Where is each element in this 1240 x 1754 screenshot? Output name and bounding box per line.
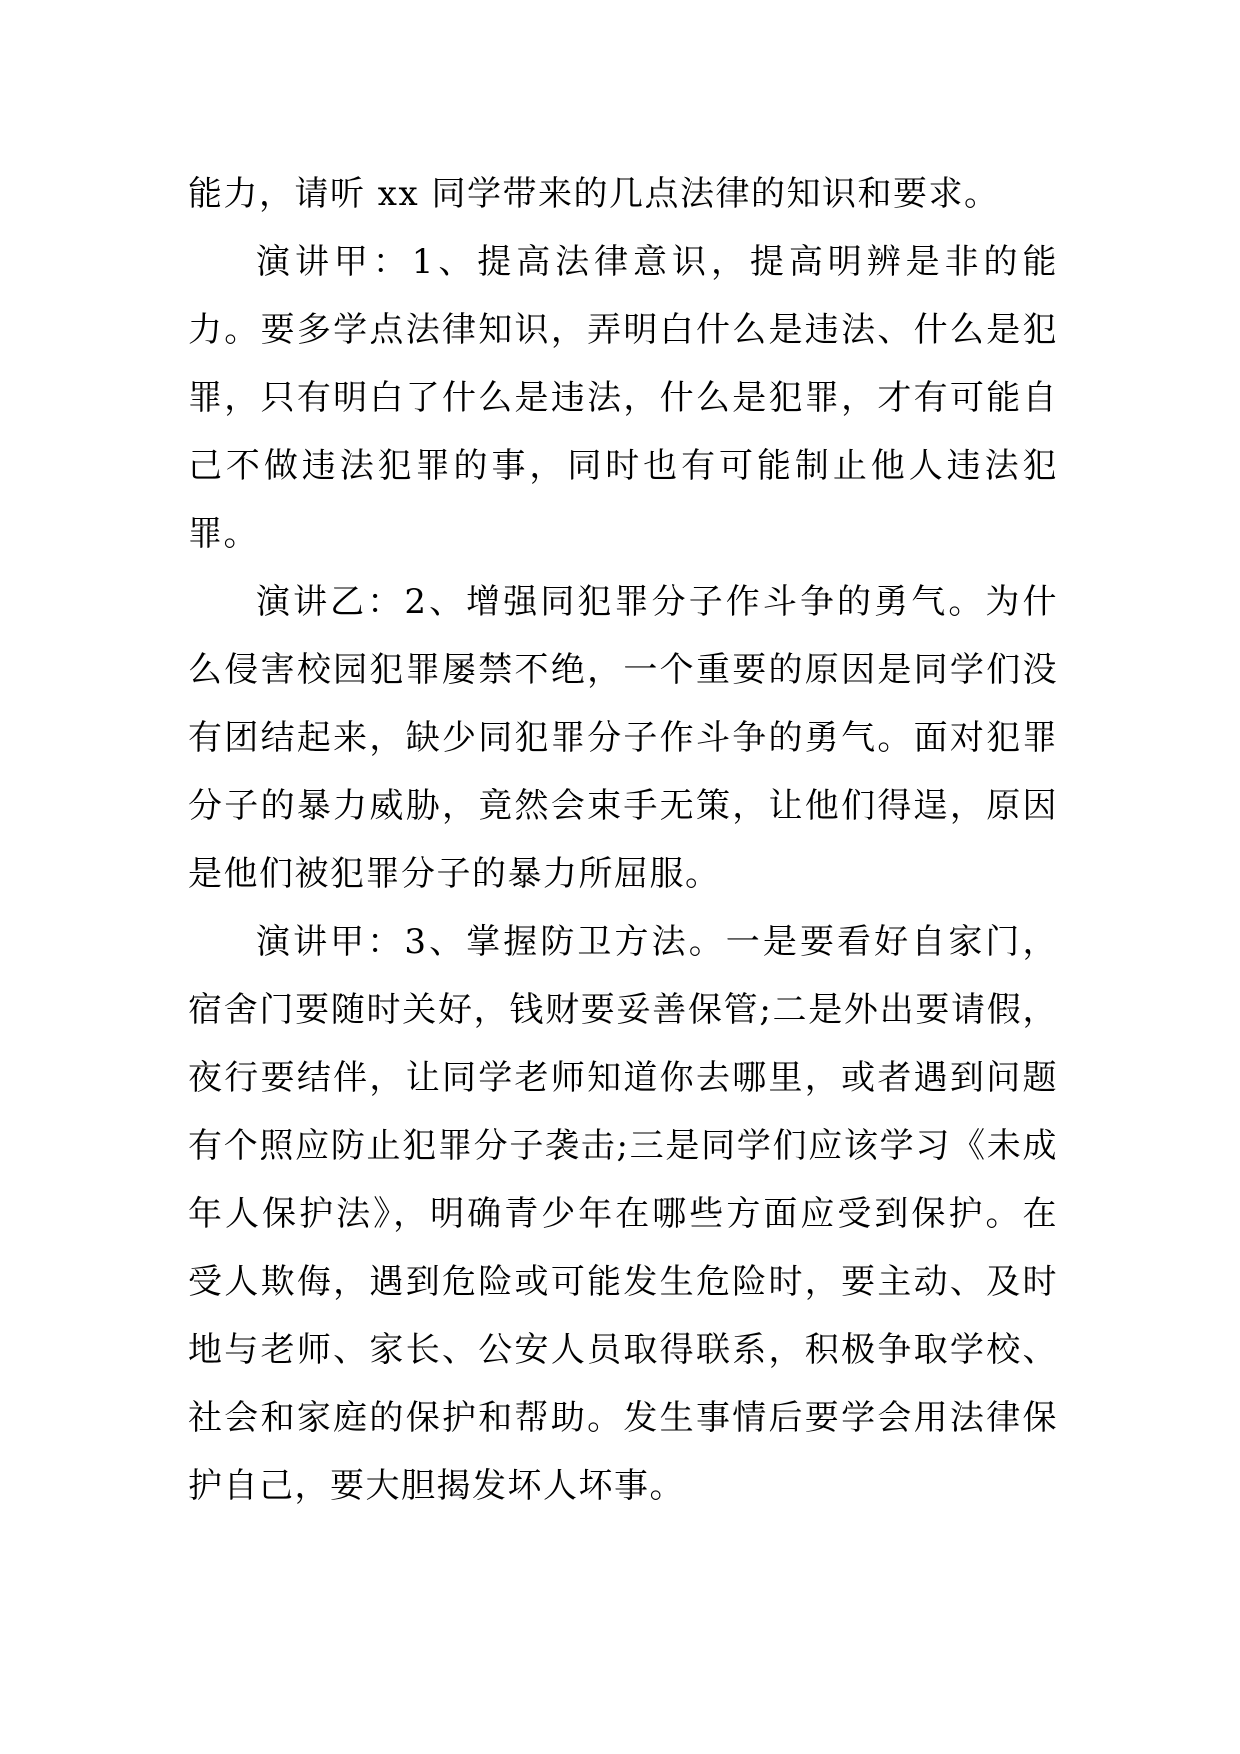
paragraph-speaker-a-point-3: 演讲甲：3、掌握防卫方法。一是要看好自家门，宿舍门要随时关好，钱财要妥善保管;二是外出要请假，夜行要结伴，让同学老师知道你去哪里，或者遇到问题有个照应防止犯罪分子袭击;三是同学们应该学习《未成年人保护法》，明确青少年在哪些方面应受到保护。在受人欺侮，遇到危险或可能发生危险时，要主动、及时地与老师、家长、公安人员取得联系，积极争取学校、社会和家庭的保护和帮助。发生事情后要学会用法律保护自己，要大胆揭发坏人坏事。 <box>188 922 1058 1506</box>
paragraph-continuation: 能力，请听 xx 同学带来的几点法律的知识和要求。 <box>188 174 1000 214</box>
paragraph-speaker-a-point-1: 演讲甲：1、提高法律意识，提高明辨是非的能力。要多学点法律知识，弄明白什么是违法、什么是犯罪，只有明白了什么是违法，什么是犯罪，才有可能自己不做违法犯罪的事，同时也有可能制止他人违法犯罪。 <box>188 242 1058 554</box>
paragraph-speaker-b-point-2: 演讲乙：2、增强同犯罪分子作斗争的勇气。为什么侵害校园犯罪屡禁不绝，一个重要的原因是同学们没有团结起来，缺少同犯罪分子作斗争的勇气。面对犯罪分子的暴力威胁，竟然会束手无策，让他们得逞，原因是他们被犯罪分子的暴力所屈服。 <box>188 582 1058 894</box>
document-body <box>188 160 1058 1520</box>
